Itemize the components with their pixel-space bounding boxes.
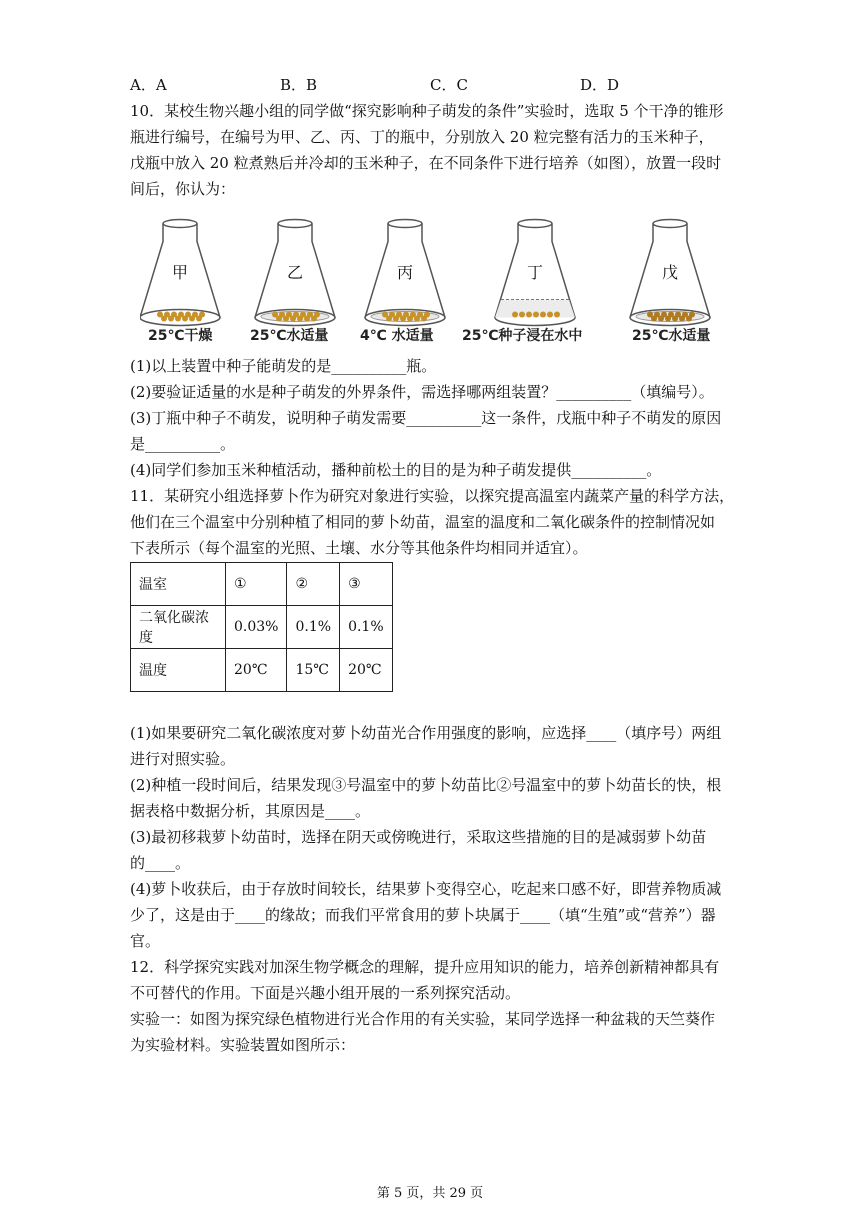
q11-sub-question: 少了，这是由于____的缘故；而我们平常食用的萝卜块属于____（填“生殖”或“营养”）器 [130,906,716,924]
table-cell: 15℃ [287,649,340,692]
flask-label: 25℃水适量 [250,328,329,344]
flask-name: 乙 [287,263,304,282]
q11-sub-question: 进行对照实验。 [130,750,236,768]
table-cell: 0.03% [226,606,287,649]
table-row [131,606,393,649]
flask-name: 丙 [397,263,414,282]
q11-sub-question: (3)最初移栽萝卜幼苗时，选择在阴天或傍晚进行，采取这些措施的目的是减弱萝卜幼苗 [130,828,707,846]
q10-sub-question: 是__________。 [130,435,236,453]
option-a: A．A [130,76,167,94]
flask-name: 丁 [527,263,544,282]
q10-sub-question: (2)要验证适量的水是种子萌发的外界条件，需选择哪两组装置？__________（填编号）。 [130,383,714,401]
q10-stem-line: 戊瓶中放入 20 粒煮熟后并冷却的玉米种子，在不同条件下进行培养（如图），放置一段时 [130,154,722,172]
q11-stem-line: 下表所示（每个温室的光照、土壤、水分等其他条件均相同并适宜）。 [130,539,588,557]
table-cell: 0.1% [287,606,340,649]
q11-sub-question: 据表格中数据分析，其原因是____。 [130,802,371,820]
q12-stem-line: 12．科学探究实践对加深生物学概念的理解，提升应用知识的能力，培养创新精神都具有 [130,958,720,976]
table-row [131,563,393,606]
table-cell: 温度 [131,649,226,692]
q10-sub-question: (4)同学们参加玉米种植活动，播种前松土的目的是为种子萌发提供__________。 [130,461,662,479]
flask-label: 4℃ 水适量 [360,328,434,344]
flask-label: 25℃水适量 [632,328,711,344]
q10-sub-question: (1)以上装置中种子能萌发的是__________瓶。 [130,357,437,375]
flask-name: 戊 [662,263,679,282]
q10-stem-line: 10．某校生物兴趣小组的同学做“探究影响种子萌发的条件”实验时，选取 5 个干净的锥形 [130,102,724,120]
table-row [131,649,393,692]
table-cell: ② [287,563,340,606]
table-cell: 温室 [131,563,226,606]
q12-stem-line: 为实验材料。实验装置如图所示： [130,1036,356,1054]
table-cell: 20℃ [226,649,287,692]
q10-sub-question: (3)丁瓶中种子不萌发，说明种子萌发需要__________这一条件，戊瓶中种子不萌发的原因 [130,409,722,427]
q11-stem-line: 11．某研究小组选择萝卜作为研究对象进行实验，以探究提高温室内蔬菜产量的科学方法， [130,487,735,505]
q10-stem-line: 瓶进行编号，在编号为甲、乙、丙、丁的瓶中，分别放入 20 粒完整有活力的玉米种子， [130,128,714,146]
page-footer: 第 5 页，共 29 页 [376,1186,484,1201]
q10-stem-line: 间后，你认为： [130,180,236,198]
table-cell: 20℃ [340,649,393,692]
option-d: D．D [580,76,620,94]
q12-stem-line: 实验一：如图为探究绿色植物进行光合作用的有关实验，某同学选择一种盆栽的天竺葵作 [130,1010,716,1028]
q11-sub-question: 的____。 [130,854,191,872]
table-cell: 0.1% [340,606,393,649]
option-c: C．C [430,76,468,94]
option-b: B．B [280,76,318,94]
flask-label: 25℃干燥 [148,328,213,344]
q11-sub-question: (1)如果要研究二氧化碳浓度对萝卜幼苗光合作用强度的影响，应选择____（填序号）两组 [130,724,722,742]
q11-sub-question: (2)种植一段时间后，结果发现③号温室中的萝卜幼苗比②号温室中的萝卜幼苗长的快，根 [130,776,722,794]
greenhouse-table [130,562,393,692]
table-cell: 二氧化碳浓度 [131,606,226,649]
flask-name: 甲 [172,263,189,282]
table-cell: ③ [340,563,393,606]
q11-sub-question: 官。 [130,932,161,950]
q11-sub-question: (4)萝卜收获后，由于存放时间较长，结果萝卜变得空心，吃起来口感不好，即营养物质减 [130,880,722,898]
q11-stem-line: 他们在三个温室中分别种植了相同的萝卜幼苗，温室的温度和二氧化碳条件的控制情况如 [130,513,716,531]
table-cell: ① [226,563,287,606]
flask-label: 25℃种子浸在水中 [462,328,583,344]
q12-stem-line: 不可替代的作用。下面是兴趣小组开展的一系列探究活动。 [130,984,521,1002]
